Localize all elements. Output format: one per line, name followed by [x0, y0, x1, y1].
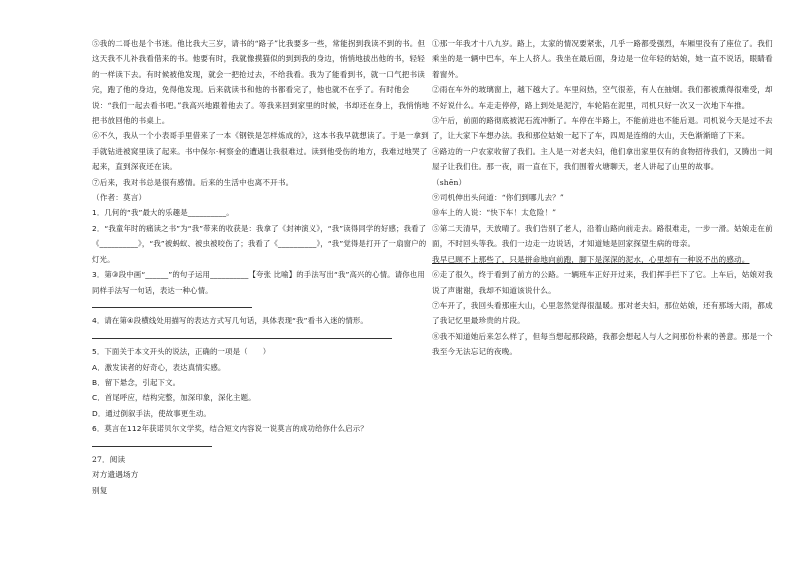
passage-title: 对方遗遇场方	[92, 470, 139, 480]
dialogue-1: ⑨司机伸出头问道：“你们到哪儿去？”	[432, 193, 564, 203]
underlined-sentence: 我早已顾不上那些了，只是拼命地向前跑，脚下是深深的泥水，心里却有一种说不出的感动。	[432, 254, 750, 264]
question-1: 1．几何的“我”最大的乐趣是__________。	[92, 208, 234, 218]
section-number: 27．阅读	[92, 454, 126, 464]
option-d[interactable]: D．通过倒叙手法，使故事更生动。	[92, 408, 211, 418]
option-a[interactable]: A．激发读者的好奇心，表达真情实感。	[92, 362, 226, 372]
option-b[interactable]: B．留下悬念，引起下文。	[92, 377, 181, 387]
story-paragraph-7: ⑦车开了，我回头看那座大山，心里忽然觉得很温暖。那对老夫妇，那位姑娘，还有那场大雨，都成了我记忆里最珍贵的片段。	[432, 300, 773, 326]
passage-paragraph-7: ⑦后来，我对书总是很有感情。后来的生活中也离不开书。	[92, 177, 294, 187]
passage-paragraph-5: ⑤我的二哥也是个书迷。他比我大三岁，请书的“路子”比我要多一些，常能拐到我读不到的书。但这天我不儿补我看借来的书。他要有时，我就像摸猫似的到到我的身边，悄悄地拔出他的书，轻轻的一样读下去。有时候被他发现，就会一把抢过去，不给我看。我为了能看到书，就一口气把书读完，跑了他的身边，免得他发现。后来就读书和他的书都看完了，他也就不在乎了。有时他会说：“我们一起去看书吧。”我高兴地跟着他去了。等我来回到家里的时候，书却还在身上，我悄悄地把书放回他的书桌上。	[92, 39, 430, 126]
left-column	[92, 36, 432, 498]
question-6: 6．莫言在112年获诺贝尔文学奖，结合短文内容说一说莫言的成功给你什么启示？	[92, 424, 368, 434]
story-paragraph-2: ②雨在车外的玻璃窗上，越下越大了。车里闷热，空气很差，有人在抽烟。我们都被熏得很难受，却不好说什么。车走走停停，路上到处是泥泞，车轮陷在泥里，司机只好一次又一次地下车推。	[432, 85, 773, 110]
pinyin-note: （shēn）	[432, 177, 467, 187]
story-paragraph-6: ⑥走了很久，终于看到了前方的公路。一辆班车正好开过来，我们挥手拦下了它。上车后，姑娘对我说了声谢谢，我却不知道该说什么。	[432, 270, 773, 295]
answer-line-3[interactable]	[92, 298, 432, 313]
right-column	[432, 36, 778, 360]
question-5: 5．下面关于本文开头的说法，正确的一项是（ ）	[92, 347, 271, 357]
question-3: 3．第③段中画“______”的句子运用__________【夸张 比喻】的手法写出“我”高兴的心情。请你也用同样手法写一句话，表达一种心情。	[92, 270, 425, 295]
author-note: （作者：莫言）	[92, 193, 147, 203]
passage-paragraph-6: ⑥不久，我从一个小表哥手里借来了一本《钢铁是怎样炼成的》，这本书我早就想读了。于是一拿到手就钻进被窝里读了起来。书中保尔·柯察金的遭遇让我很难过。读到他受伤的地方，我难过地哭了起来，直到深夜还在读。	[92, 131, 429, 172]
story-paragraph-5: ⑤第二天清早，天放晴了。我们告别了老人，沿着山路向前走去。路很难走，一步一滑。姑娘走在前面，不时回头等我。我们一边走一边说话，才知道她是回家探望生病的母亲。	[432, 223, 773, 249]
answer-line-6[interactable]	[92, 437, 432, 452]
passage-subtitle: 别复	[92, 485, 108, 495]
dialogue-2: ⑩车上的人说：“快下车！太危险！”	[432, 208, 557, 218]
answer-line-4[interactable]	[92, 329, 432, 344]
option-c[interactable]: C．首尾呼应，结构完整，加深印象，深化主题。	[92, 393, 256, 403]
story-paragraph-1: ①那一年我才十八九岁。路上，太家的情况要紧张，几乎一路都受强烈，车厢里没有了座位了。我们乘坐的是一辆中巴车，车上人挤人。我坐在最后面，身边是一位年轻的姑娘，她一直不说话，眼睛看着窗外。	[432, 39, 773, 79]
story-paragraph-8: ⑧我不知道她后来怎么样了，但每当想起那段路，我都会想起人与人之间那份朴素的善意。那是一个我至今无法忘记的夜晚。	[432, 331, 773, 357]
story-paragraph-4: ④路边的一户农家收留了我们。主人是一对老夫妇，他们拿出家里仅有的食物招待我们，又腾出一间屋子让我们住。那一夜，雨一直在下，我们围着火塘聊天，老人讲起了山里的故事。	[432, 146, 773, 172]
question-4: 4．请在第④段横线处用描写的表达方式写几句话，具体表现“我”看书入迷的情形。	[92, 316, 368, 326]
question-2: 2．“我童年时的痛读之书”为“我”带来的收获是：我拿了《封神演义》，“我”读得同学的好感；我看了《__________》，“我”被蚂蚁、被虫被咬伤了；我看了《__________》，“我”觉得是打开了一扇窗户的灯光。	[92, 223, 427, 264]
story-paragraph-3: ③午后，前面的路彻底被泥石流冲断了。车停在半路上，不能前进也不能后退。司机说今天是过不去了，让大家下车想办法。我和那位姑娘一起下了车，四周是连绵的大山，天色渐渐暗了下来。	[432, 116, 773, 141]
